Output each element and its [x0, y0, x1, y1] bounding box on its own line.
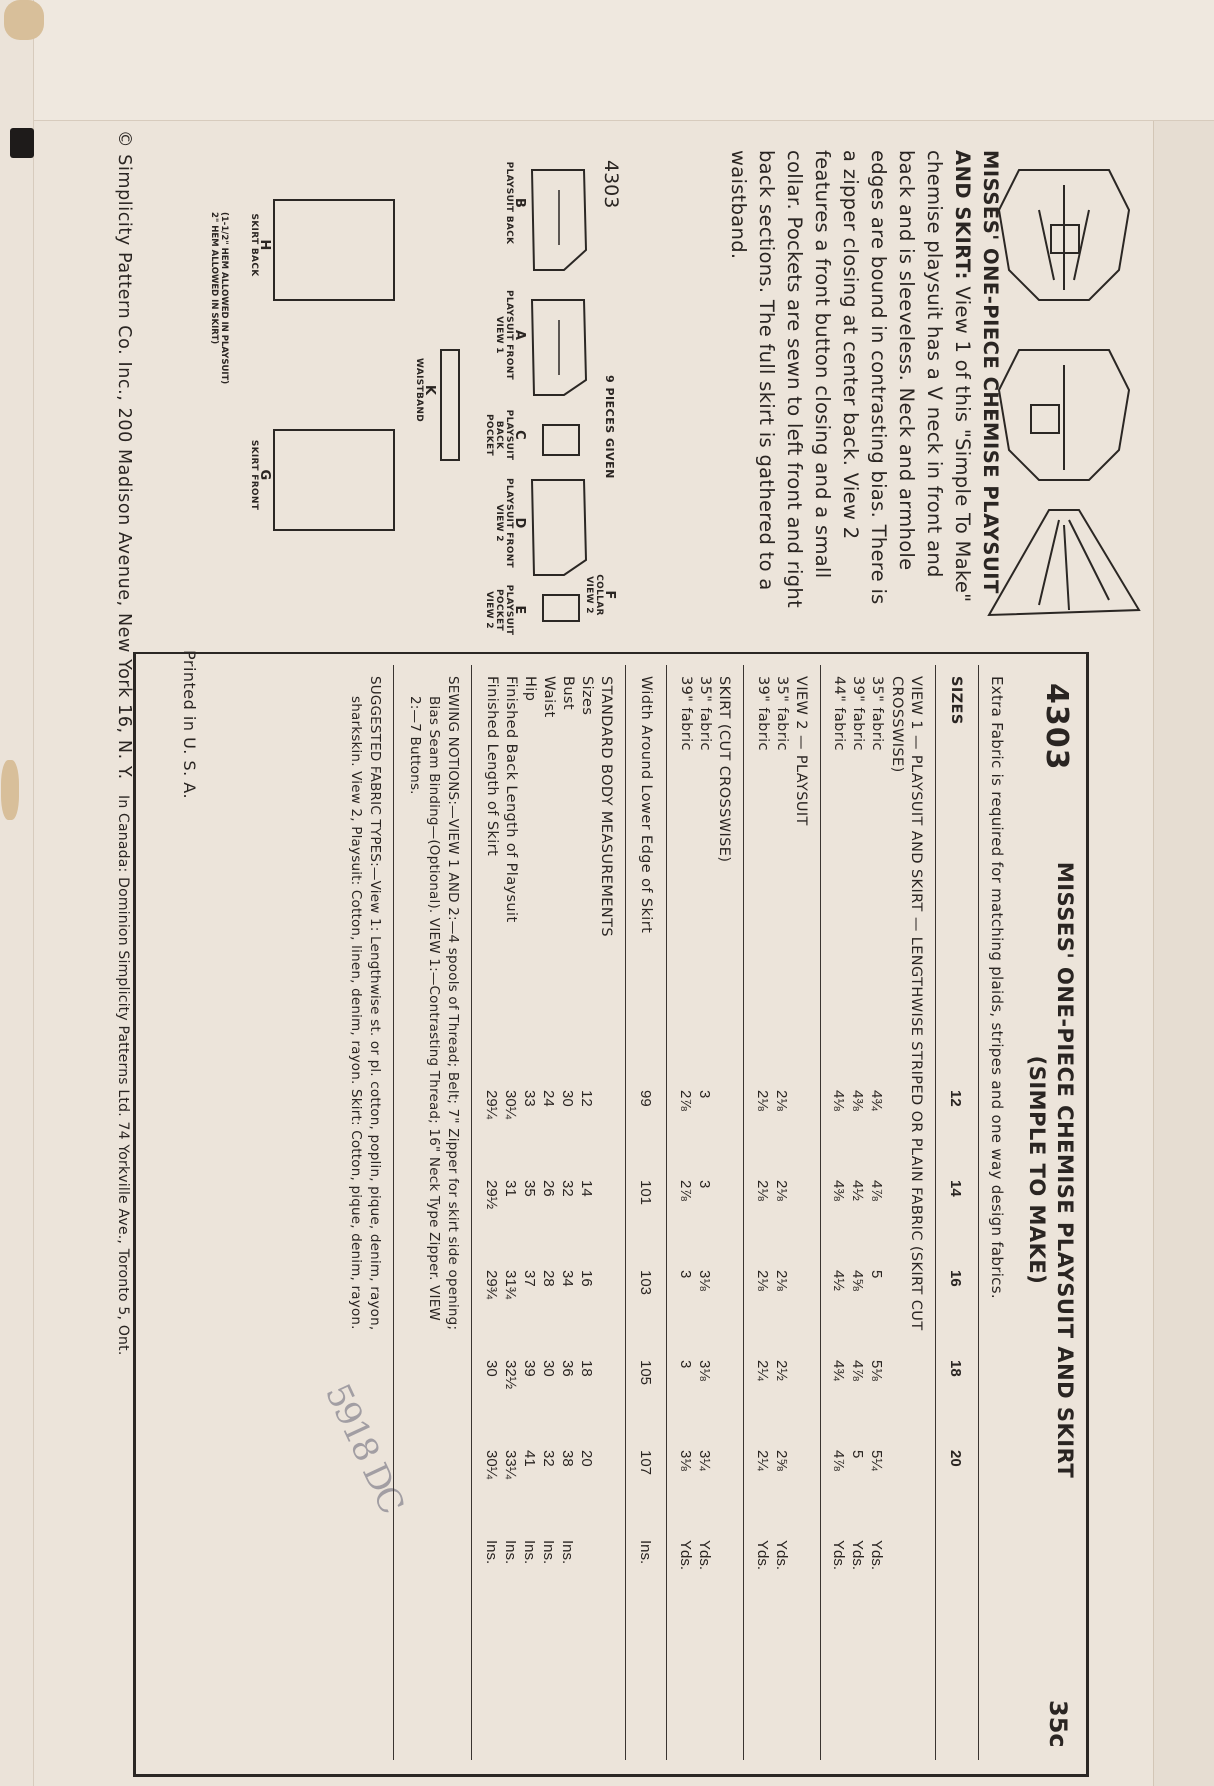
value-cell: 31	[502, 1180, 519, 1197]
notions-line: SEWING NOTIONS:—VIEW 1 AND 2:—4 spools of Thread; Belt; 7" Zipper for skirt side opening;	[445, 676, 461, 1331]
piece-letter: E	[512, 605, 527, 615]
row-label-skirt-width: Width Around Lower Edge of Skirt	[638, 676, 654, 934]
unit-cell: Yds.	[849, 1540, 866, 1571]
pattern-piece-diagrams	[214, 150, 594, 630]
size-12: 12	[947, 1090, 964, 1107]
value-cell: 5	[849, 1450, 866, 1459]
piece-label-a	[494, 290, 527, 380]
value-cell: 36	[559, 1360, 576, 1377]
fabrics-line: sharkskin. View 2, Playsuit: Cotton, linen, denim, rayon. Skirt: Cotton, pique, denim, rayon.	[348, 696, 364, 1330]
piece-label-c	[484, 400, 527, 470]
value-cell: 3	[696, 1180, 713, 1189]
piece-letter: F	[602, 590, 617, 600]
piece-sub: VIEW 2	[494, 504, 504, 542]
value-cell: 3¼	[696, 1450, 713, 1471]
divider	[978, 665, 979, 1760]
size-18: 18	[947, 1360, 964, 1377]
piece-name: WAISTBAND	[414, 358, 424, 422]
size-14: 14	[947, 1180, 964, 1197]
notions-line: 2:—7 Buttons.	[407, 696, 423, 795]
chart-title: MISSES' ONE-PIECE CHEMISE PLAYSUIT AND SKIRT (SIMPLE TO MAKE)	[1025, 861, 1077, 1479]
row-label: Finished Back Length of Playsuit	[503, 676, 519, 923]
row-label: Bust	[560, 676, 576, 710]
row-label: Sizes	[579, 676, 595, 716]
value-cell: 5	[868, 1270, 885, 1279]
black-tab-marker	[10, 128, 34, 158]
value-cell: 105	[637, 1360, 654, 1386]
pieces-given	[603, 375, 616, 479]
value-cell: 3	[677, 1360, 694, 1369]
section-heading-view2: VIEW 2 — PLAYSUIT	[793, 676, 809, 826]
piece-letter: G	[257, 469, 272, 481]
value-cell: 37	[521, 1270, 538, 1287]
value-cell: 3⅛	[696, 1360, 713, 1381]
value-cell: 2¼	[754, 1450, 771, 1471]
divider	[625, 665, 626, 1760]
unit-cell: Ins.	[502, 1540, 519, 1565]
value-cell: 5¼	[868, 1450, 885, 1471]
divider	[743, 665, 744, 1760]
row-label: 39" fabric	[755, 676, 771, 751]
piece-label-e	[484, 580, 527, 640]
divider	[666, 665, 667, 1760]
description-body: View 1 of this "Simple To Make" chemise playsuit has a V neck in front and back and is sleeveless. Neck and armhole edges are bound in contrasting bias. There is a zipper closing at center back. View 2 features a front button closing and a small collar. Pockets are sewn to left front and right back sections. The full skirt is gathered to a waistband.	[727, 150, 974, 609]
value-cell: 2⅛	[754, 1270, 771, 1291]
value-cell: 4⅞	[830, 1450, 847, 1471]
row-label: Finished Length of Skirt	[484, 676, 500, 857]
value-cell: 24	[540, 1090, 557, 1107]
value-cell: 3⅛	[696, 1270, 713, 1291]
fabrics-line: SUGGESTED FABRIC TYPES:—View 1: Lengthwise st. or pl. cotton, poplin, pique, denim, rayon,	[367, 676, 383, 1331]
unit-cell: Yds.	[773, 1540, 790, 1571]
chart-pattern-number: 4303	[1039, 683, 1074, 771]
value-cell: 2⅞	[677, 1180, 694, 1201]
value-cell: 18	[578, 1360, 595, 1377]
value-cell: 2¼	[754, 1360, 771, 1381]
copyright-line: © Simplicity Pattern Co. Inc., 200 Madison Avenue, New York 16, N. Y.	[114, 130, 134, 780]
row-label: 35" fabric	[774, 676, 790, 751]
value-cell: 32	[540, 1450, 557, 1467]
value-cell: 2⅞	[677, 1090, 694, 1111]
piece-label-h	[249, 200, 272, 290]
section-heading-view1-cont: CROSSWISE)	[889, 676, 905, 773]
value-cell: 39	[521, 1360, 538, 1377]
value-cell: 4⅞	[849, 1360, 866, 1381]
extra-fabric-note: Extra Fabric is required for matching plaids, stripes and one way design fabrics.	[988, 676, 1006, 1299]
value-cell: 30	[540, 1360, 557, 1377]
unit-cell: Yds.	[868, 1540, 885, 1571]
sewing-notions	[405, 676, 462, 1756]
body-measurements-heading: STANDARD BODY MEASUREMENTS	[598, 676, 614, 937]
value-cell: 99	[637, 1090, 654, 1107]
value-cell: 2⅛	[773, 1270, 790, 1291]
value-cell: 2⅛	[754, 1180, 771, 1201]
value-cell: 2½	[773, 1360, 790, 1381]
unit-cell: Yds.	[754, 1540, 771, 1571]
piece-letter: A	[512, 329, 527, 341]
piece-letter: H	[257, 239, 272, 251]
pattern-description	[724, 150, 1004, 620]
piece-name: PLAYSUIT BACK POCKET	[484, 409, 514, 461]
value-cell: 101	[637, 1180, 654, 1206]
size-20: 20	[947, 1450, 964, 1467]
printed-in: Printed in U. S. A.	[180, 650, 199, 800]
value-cell: 28	[540, 1270, 557, 1287]
value-cell: 33¼	[502, 1450, 519, 1480]
description-pattern-number: 4303	[600, 160, 622, 209]
piece-sub: VIEW 1	[494, 316, 504, 354]
value-cell: 4½	[849, 1180, 866, 1201]
value-cell: 33	[521, 1090, 538, 1107]
unit-cell: Ins.	[483, 1540, 500, 1565]
value-cell: 2⅛	[754, 1090, 771, 1111]
value-cell: 3⅛	[677, 1450, 694, 1471]
value-cell: 3	[696, 1090, 713, 1099]
hem-note-line: (1-1/2" HEM ALLOWED IN PLAYSUIT)	[219, 212, 229, 385]
piece-name: PLAYSUIT FRONT	[504, 478, 514, 568]
value-cell: 4¾	[868, 1090, 885, 1111]
envelope-flap-top	[1153, 0, 1214, 1786]
section-heading-skirt: SKIRT (CUT CROSSWISE)	[716, 676, 732, 863]
value-cell: 4⅝	[849, 1270, 866, 1291]
unit-cell: Ins.	[540, 1540, 557, 1565]
value-cell: 31¾	[502, 1270, 519, 1300]
piece-name: SKIRT FRONT	[249, 439, 259, 511]
value-cell: 26	[540, 1180, 557, 1197]
value-cell: 30	[483, 1360, 500, 1377]
row-label: 35" fabric	[869, 676, 885, 751]
hem-note-line: 2" HEM ALLOWED IN SKIRT)	[209, 212, 219, 345]
value-cell: 4⅜	[849, 1090, 866, 1111]
value-cell: 4½	[830, 1270, 847, 1291]
piece-letter: B	[512, 197, 527, 209]
piece-name: PLAYSUIT FRONT	[504, 290, 514, 380]
unit-cell: Ins.	[637, 1540, 654, 1565]
value-cell: 32½	[502, 1360, 519, 1390]
row-label: Hip	[522, 676, 538, 702]
value-cell: 14	[578, 1180, 595, 1197]
value-cell: 2⅛	[773, 1090, 790, 1111]
value-cell: 29¾	[483, 1270, 500, 1300]
piece-label-b	[504, 158, 527, 248]
piece-label-f	[584, 560, 617, 630]
piece-name: COLLAR VIEW 2	[584, 574, 604, 616]
divider	[935, 665, 936, 1760]
value-cell: 30¼	[502, 1090, 519, 1120]
row-label: Waist	[541, 676, 557, 718]
value-cell: 4⅛	[830, 1090, 847, 1111]
row-label: 44" fabric	[831, 676, 847, 751]
value-cell: 4⅜	[830, 1180, 847, 1201]
value-cell: 4⅞	[868, 1180, 885, 1201]
piece-label-g	[249, 430, 272, 520]
value-cell: 38	[559, 1450, 576, 1467]
envelope-flap-left	[0, 0, 1214, 121]
value-cell: 34	[559, 1270, 576, 1287]
value-cell: 30	[559, 1090, 576, 1107]
envelope-flap-bottom	[0, 0, 34, 1786]
section-heading-view1: VIEW 1 — PLAYSUIT AND SKIRT — LENGTHWISE STRIPED OR PLAIN FABRIC (SKIRT CUT	[908, 676, 924, 1331]
paper-tear	[4, 0, 44, 40]
description-title: MISSES' ONE-PIECE CHEMISE PLAYSUIT AND SKIRT:	[951, 150, 1002, 594]
divider	[471, 665, 472, 1760]
pieces-label: PIECES GIVEN	[603, 387, 616, 479]
value-cell: 35	[521, 1180, 538, 1197]
value-cell: 4¾	[830, 1360, 847, 1381]
value-cell: 3	[677, 1270, 694, 1279]
size-16: 16	[947, 1270, 964, 1287]
divider	[820, 665, 821, 1760]
unit-cell: Ins.	[559, 1540, 576, 1565]
unit-cell: Yds.	[830, 1540, 847, 1571]
canada-address: In Canada: Dominion Simplicity Patterns Ltd. 74 Yorkville Ave., Toronto 5, Ont.	[115, 795, 131, 1356]
value-cell: 32	[559, 1180, 576, 1197]
ink-stamp: 5918 DC	[317, 1377, 411, 1519]
row-label: 39" fabric	[850, 676, 866, 751]
value-cell: 5⅛	[868, 1360, 885, 1381]
piece-letter: C	[512, 430, 527, 440]
pieces-count: 9	[603, 375, 616, 384]
piece-name: PLAYSUIT POCKET VIEW 2	[484, 584, 514, 636]
value-cell: 29½	[483, 1180, 500, 1210]
value-cell: 103	[637, 1270, 654, 1296]
hem-allowance-note	[209, 212, 229, 384]
value-cell: 2⅛	[773, 1180, 790, 1201]
unit-cell: Yds.	[677, 1540, 694, 1571]
piece-name: PLAYSUIT BACK	[504, 161, 514, 245]
value-cell: 41	[521, 1450, 538, 1467]
divider	[393, 665, 394, 1760]
value-cell: 107	[637, 1450, 654, 1476]
value-cell: 12	[578, 1090, 595, 1107]
sizes-label: SIZES	[948, 676, 964, 725]
garment-sketches	[979, 150, 1149, 630]
notions-line: Bias Seam Binding—(Optional). VIEW 1:—Contrasting Thread; 16" Neck Type Zipper. VIEW	[426, 696, 442, 1321]
value-cell: 2⅝	[773, 1450, 790, 1471]
unit-cell: Ins.	[521, 1540, 538, 1565]
value-cell: 30¼	[483, 1450, 500, 1480]
row-label: 35" fabric	[697, 676, 713, 751]
value-cell: 20	[578, 1450, 595, 1467]
piece-label-d	[494, 478, 527, 568]
piece-name: SKIRT BACK	[249, 213, 259, 277]
suggested-fabric-types	[346, 676, 384, 1756]
price: 35c	[1044, 1700, 1072, 1748]
piece-label-k	[414, 350, 437, 430]
value-cell: 16	[578, 1270, 595, 1287]
row-label: 39" fabric	[678, 676, 694, 751]
piece-letter: D	[512, 517, 527, 529]
value-cell: 29¼	[483, 1090, 500, 1120]
unit-cell: Yds.	[696, 1540, 713, 1571]
piece-letter: K	[422, 384, 437, 396]
paper-tear	[1, 760, 19, 820]
